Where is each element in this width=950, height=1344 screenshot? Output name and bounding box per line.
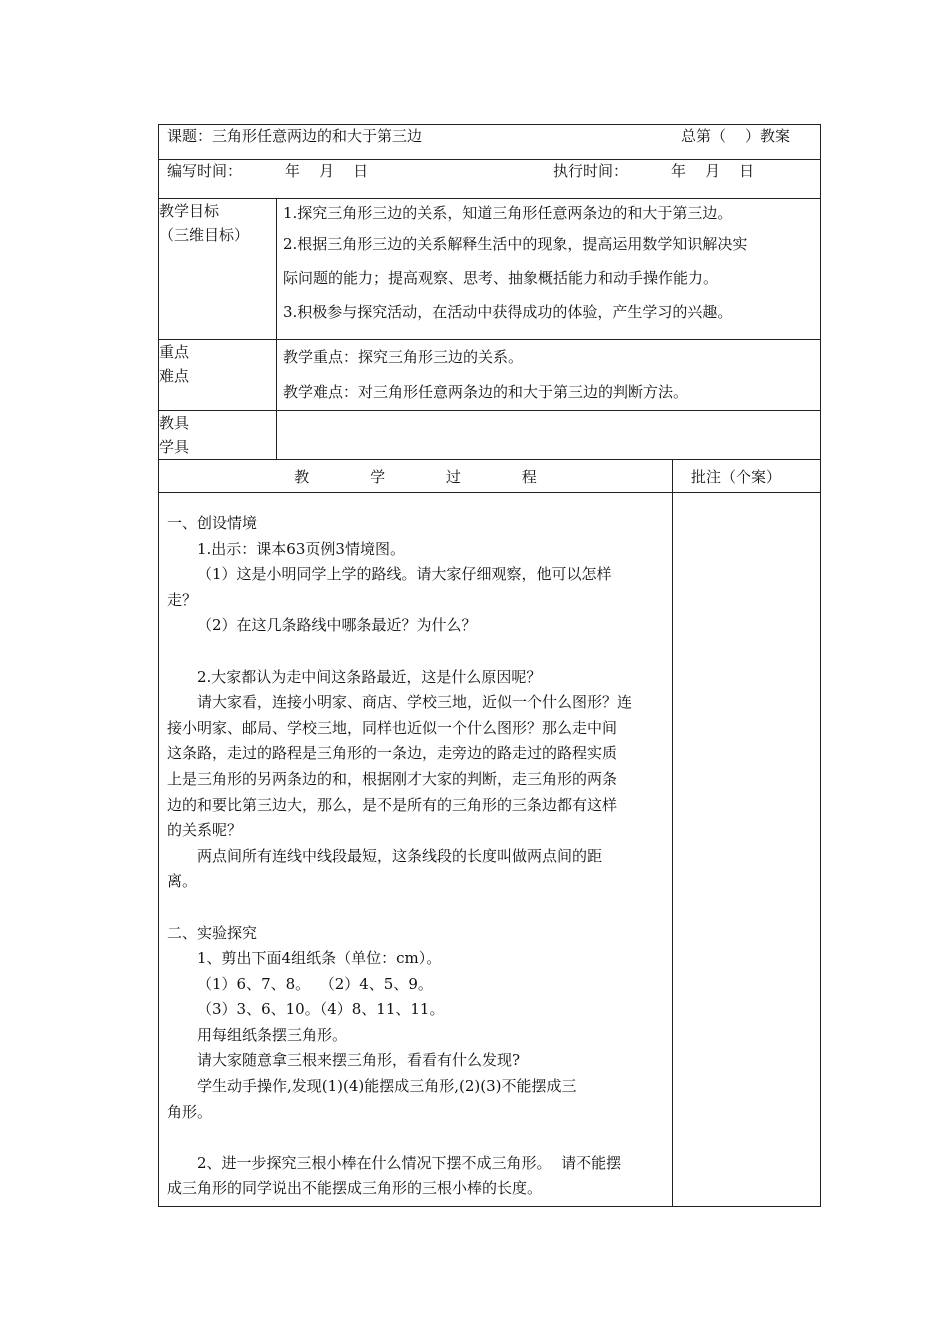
goal-item: 2.根据三角形三边的关系解释生活中的现象，提高运用数学知识解决实 [283,235,748,253]
text-line: 请大家看，连接小明家、商店、学校三地，近似一个什么图形？连 [197,693,633,712]
keypoints-content [277,340,821,411]
process-heading-char: 教 [294,467,310,486]
section-heading: 二、实验探究 [167,923,258,942]
exec-time-date: 年 月 日 [671,162,755,180]
process-heading-char: 过 [445,467,461,486]
text-line: 两点间所有连线中线段最短，这条线段的长度叫做两点间的距 [197,846,603,865]
text-line: 的关系呢？ [167,821,243,840]
goals-label: 教学目标 [159,202,220,220]
write-time-date: 年 月 日 [285,162,369,180]
keypoint-label: 重点 [159,343,190,361]
text-line: （1）这是小明同学上学的路线。请大家仔细观察，他可以怎样 [197,565,612,584]
text-line: 1.出示：课本63页例3情境图。 [197,539,405,558]
process-heading-char: 学 [370,467,386,486]
text-line: （2）在这几条路线中哪条最近？为什么？ [197,616,477,635]
text-line: （1）6、7、8。 （2）4、5、9。 [197,974,433,993]
text-line: 请大家随意拿三根来摆三角形，看看有什么发现? [197,1051,521,1070]
time-row [159,160,821,199]
lesson-number: 总第（ ）教案 [680,127,791,145]
time-cell [159,160,821,199]
goal-item: 际问题的能力；提高观察、思考、抽象概括能力和动手操作能力。 [283,269,719,287]
process-heading-char: 程 [521,467,537,486]
process-body-row [159,493,821,1207]
tools-row [159,411,821,460]
goals-content [277,199,821,340]
process-content [159,493,673,1207]
text-line: 成三角形的同学说出不能摆成三角形的三根小棒的长度。 [167,1179,543,1198]
key-point-text: 教学重点：探究三角形三边的关系。 [283,348,524,366]
text-line: 边的和要比第三边大，那么，是不是所有的三角形的三条边都有这样 [167,795,618,814]
keypoints-row [159,340,821,411]
text-line: 1、剪出下面4组纸条（单位：cm）。 [197,949,442,968]
goals-label-cell [159,199,277,340]
text-line: 角形。 [167,1102,213,1121]
notes-heading: 批注（个案） [673,460,821,493]
text-line: 用每组纸条摆三角形。 [197,1025,348,1044]
write-time-label: 编写时间： [167,162,243,180]
difficulty-label: 难点 [159,367,190,385]
title-row [159,125,821,160]
lesson-plan-page [158,124,820,1207]
text-line: （3）3、6、10。（4）8、11、11。 [197,1000,445,1019]
text-line: 走？ [167,590,198,609]
text-line: 学生动手操作,发现(1)(4)能摆成三角形,(2)(3)不能摆成三 [197,1077,577,1096]
goal-item: 1.探究三角形三边的关系，知道三角形任意两条边的和大于第三边。 [283,204,733,222]
text-line: 离。 [167,872,198,891]
process-heading [159,460,673,493]
lesson-topic: 课题：三角形任意两边的和大于第三边 [167,127,423,145]
notes-content [673,493,821,1207]
learning-tools-label: 学具 [159,438,190,456]
text-line: 上是三角形的另两条边的和，根据刚才大家的判断，走三角形的两条 [167,769,618,788]
tools-label-cell [159,411,277,460]
section-heading: 一、创设情境 [167,514,258,532]
exec-time-label: 执行时间： [553,162,629,180]
text-line: 接小明家、邮局、学校三地，同样也近似一个什么图形？那么走中间 [167,718,618,737]
title-cell [159,125,821,160]
goals-sublabel: （三维目标） [159,226,250,244]
text-line: 2、进一步探究三根小棒在什么情况下摆不成三角形。 请不能摆 [197,1153,622,1172]
process-head-row [159,460,821,493]
lesson-plan-table [158,124,821,1207]
difficult-point-text: 教学难点：对三角形任意两条边的和大于第三边的判断方法。 [283,383,689,401]
goals-row [159,199,821,340]
text-line: 这条路，走过的路程是三角形的一条边，走旁边的路走过的路程实质 [167,744,618,763]
text-line: 2.大家都认为走中间这条路最近，这是什么原因呢？ [197,667,542,686]
tools-content [277,411,821,460]
goal-item: 3.积极参与探究活动，在活动中获得成功的体验，产生学习的兴趣。 [283,303,733,321]
teaching-tools-label: 教具 [159,414,190,432]
keypoints-label-cell [159,340,277,411]
